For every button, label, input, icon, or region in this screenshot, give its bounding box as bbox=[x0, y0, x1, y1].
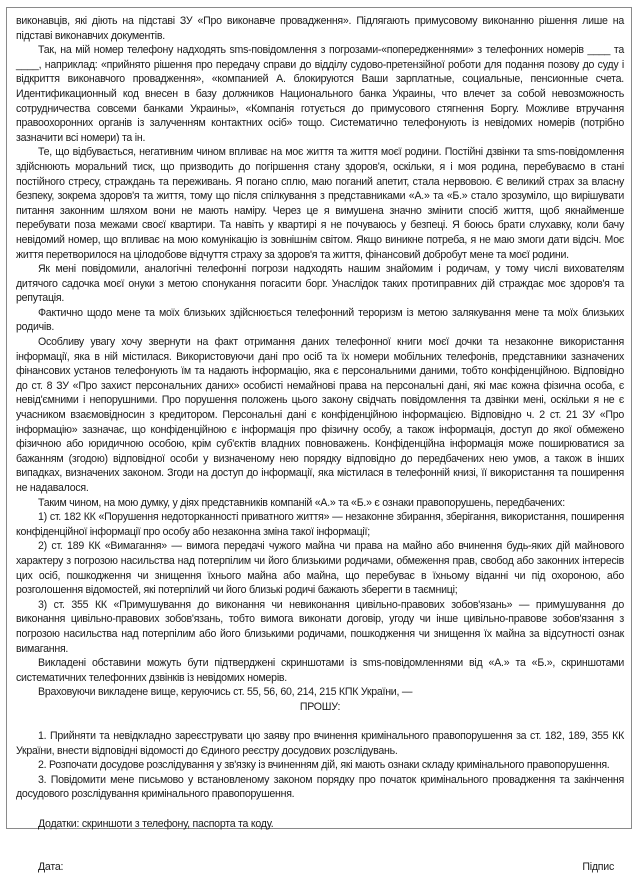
paragraph: 1) ст. 182 КК «Порушення недоторканності приватного життя» — незаконне збирання, зберігання, використання, поширення конфіденційної інформації про особу або незаконна зміна такої інформації; bbox=[16, 511, 624, 538]
paragraph: Враховуючи викладене вище, керуючись ст. 55, 56, 60, 214, 215 КПК України, — bbox=[38, 686, 413, 699]
signature-row bbox=[16, 860, 624, 875]
paragraph: 3) ст. 355 КК «Примушування до виконання чи невиконання цивільно-правових зобов'язань» — примушування до виконання цивільно-правових зобов'язань, тобто вимога виконати договір, угоду чи інше цивільно-правове зобов'язання з погрозою насильства над потерпілим або його близькими родичами, пошкодження чи знищення їх майна за відсутності ознак вимагання. bbox=[16, 598, 624, 655]
paragraph: Особливу увагу хочу звернути на факт отримання даних телефонної книги моєї дочки та незаконне використання інформації, яка в ній містилася. Використовуючи дані про осіб та їх номери мобільних телефонів, представники зазначених фінансових установ телефонують їм та надають інформацію, яка є персональними даними, тобто конфіденційною. Відповідно до ст. 8 ЗУ «Про захист персональних даних» особисті немайнові права на персональні дані, які має кожна фізична особа, є невід'ємними і непорушними. Про порушення положень цього закону свідчать повідомлення та дзвінки мені, оскільки я не є учасником взаємовідносин з кредитором. Персональні дані є конфіденційною інформацією. Відповідно ч. 2 ст. 21 ЗУ «Про інформацію» зазначає, що конфіденційною є інформація про фізичну особу, а також інформація, доступ до якої обмежено фізичною або юридичною особою, крім суб'єктів владних повноважень. Конфіденційна інформація може поширюватися за бажанням (згодою) відповідної особи у визначеному нею порядку відповідно до передбачених нею умов, а також в інших випадках, визначених законом. Згоди на доступ до інформації, яка містилася в телефонній книзі, її використання та поширення не надавалося. bbox=[16, 336, 624, 494]
document-body bbox=[16, 14, 624, 875]
paragraph: Фактично щодо мене та моїх близьких здійснюється телефонний тероризм із метою залякування мене та моїх близьких родичів. bbox=[16, 306, 624, 334]
date-label: Дата: bbox=[38, 861, 64, 874]
document-frame bbox=[6, 7, 632, 874]
request-item-3: 3. Повідомити мене письмово у встановленому законом порядку про початок кримінального провадження та закінчення досудового розслідування кримінального правопорушення. bbox=[16, 773, 624, 801]
body-paragraphs bbox=[16, 14, 624, 700]
request-item-2: 2. Розпочати досудове розслідування у зв'язку із вчиненням дій, які мають ознаки складу кримінального правопорушення. bbox=[38, 759, 610, 772]
paragraph: Як мені повідомили, аналогічні телефонні погрози надходять нашим знайомим і родичам, у тому числі вихователям дитячого садочка моєї онуки з метою спонукання погасити борг. Унаслідок таких протиправних дій страждає моє здоров'я та репутація. bbox=[16, 263, 624, 305]
request-item-1: 1. Прийняти та невідкладно зареєструвати цю заяву про вчинення кримінального правопорушення за ст. 182, 189, 355 КК України, внести відповідні відомості до Єдиного реєстру досудових розслідувань. bbox=[16, 730, 624, 757]
paragraph: 2) ст. 189 КК «Вимагання» — вимога передачі чужого майна чи права на майно або вчинення будь-яких дій майнового характеру з погрозою насильства над потерпілим чи його близькими родичами, обмеження прав, свобод або законних інтересів цих осіб, пошкодження чи знищення їхнього майна або майна, що перебуває в їхньому віданні чи під охороною, або розголошення відомостей, які потерпілий чи його близькі родичі бажають зберегти в таємниці; bbox=[16, 540, 624, 597]
paragraph: виконавців, які діють на підставі ЗУ «Про виконавче провадження». Підлягають примусовому виконанню рішення лише на підставі виконавчих документів. bbox=[16, 15, 624, 42]
attachments: Додатки: скриншоти з телефону, паспорта та коду. bbox=[38, 817, 274, 830]
signature-label: Підпис bbox=[582, 861, 614, 874]
paragraph: Таким чином, на мою думку, у діях представників компаній «А.» та «Б.» є ознаки правопорушень, передбачених: bbox=[38, 496, 565, 509]
paragraph: Викладені обставини можуть бути підтверджені скриншотами із sms-повідомленнями від «А.» та «Б.», скриншотами систематичних телефонних дзвінків із невідомих номерів. bbox=[16, 657, 624, 684]
paragraph: Так, на мій номер телефону надходять sms-повідомлення з погрозами-«попередженнями» з телефонних номерів ____ та ____, наприклад: «прийнято рішення про передачу справи до відділу судово-претензійної роботи для подання позову до суду і відкриття виконавчого провадження», «компанией А. блокируются Ваши зарплатные, социальные, пенсионные счета. Идентификационный код внесен в базу должников Национального банка Украины, что влечет за собой невозможность сотрудничества совсеми банками Украины», «Компанія готується до примусового стягнення Боргу. Можливе втручання правоохоронних органів із залученням контактних осіб» тощо. Систематично телефонують із невідомих номерів (потрібно зазначити всі номери) та ін. bbox=[16, 44, 624, 144]
request-heading: ПРОШУ: bbox=[299, 700, 341, 713]
paragraph: Те, що відбувається, негативним чином впливає на моє життя та життя моєї родини. Постійні дзвінки та sms-повідомлення здійснюють моральний тиск, що призводить до погіршення стану здоров'я, оскільки, я і моя родина, перебуваємо в стані постійного стресу, страждань та переживань. Я погано сплю, маю поганий апетит, стала нервовою. Є великий страх за власну безпеку, зокрема здоров'я та життя, тому що після спілкування з представниками «А.» та «Б.» стало зрозуміло, що вирішувати питання законним шляхом вони не мають наміру. Через це я вимушена значно змінити спосіб життя, щоб якнайменше перебувати поза межами своєї квартири. Та навіть у квартирі я не почуваюсь у безпеці. Я боюсь брати слухавку, коли бачу невідомий номер, що впливає на мою комунікацію із зовнішнім світом. Якщо виникне потреба, я не маю змоги дати відсіч. Моє життя перетворилося на цілодобове відчуття страху за здоров'я та життя, фінансовий добробут мене та моєї родини. bbox=[16, 146, 624, 261]
